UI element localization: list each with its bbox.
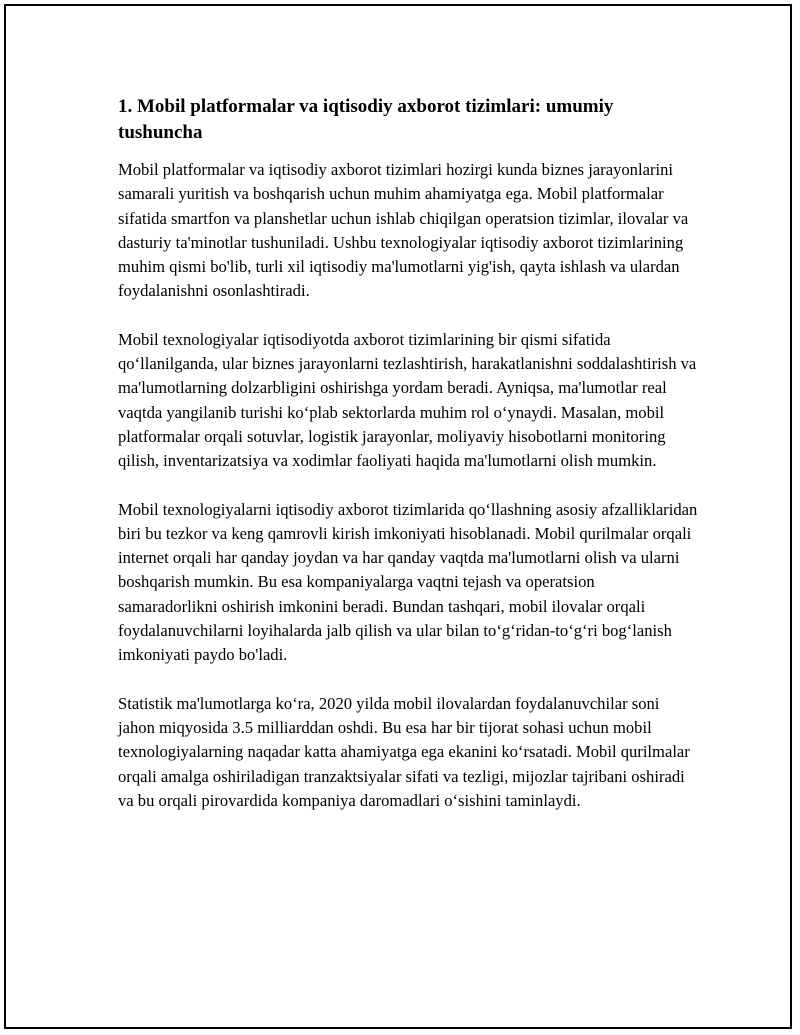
paragraph-4: Statistik ma'lumotlarga ko‘ra, 2020 yilda mobil ilovalardan foydalanuvchilar soni jahon miqyosida 3.5 milliarddan oshdi. Bu esa har bir tijorat sohasi uchun mobil texnologiyalarning naqadar katta ahamiyatga ega ekanini ko‘rsatadi. Mobil qurilmalar orqali amalga oshiriladigan tranzaktsiyalar sifati va tezligi, mijozlar tajribani oshiradi va bu orqali pirovardida kompaniya daromadlari o‘sishini taminlaydi. — [118, 693, 690, 810]
document-body — [118, 94, 698, 837]
section-heading: 1. Mobil platformalar va iqtisodiy axborot tizimlari: umumiy tushuncha — [118, 96, 614, 143]
paragraph-2: Mobil texnologiyalar iqtisodiyotda axborot tizimlarining bir qismi sifatida qo‘llanilganda, ular biznes jarayonlarni tezlashtirish, harakatlanishni soddalashtirish va ma'lumotlarning dolzarbligini oshirishga yordam beradi. Ayniqsa, ma'lumotlar real vaqtda yangilanib turishi ko‘plab sektorlarda muhim rol o‘ynaydi. Masalan, mobil platformalar orqali sotuvlar, logistik jarayonlar, moliyaviy hisobotlarni monitoring qilish, inventarizatsiya va xodimlar faoliyati haqida ma'lumotlarni olish mumkin. — [118, 329, 697, 471]
paragraph-1: Mobil platformalar va iqtisodiy axborot tizimlari hozirgi kunda biznes jarayonlarini samarali yuritish va boshqarish uchun muhim ahamiyatga ega. Mobil platformalar sifatida smartfon va planshetlar uchun ishlab chiqilgan operatsion tizimlar, ilovalar va dasturiy ta'minotlar tushuniladi. Ushbu texnologiyalar iqtisodiy axborot tizimlarining muhim qismi bo'lib, turli xil iqtisodiy ma'lumotlarni yig'ish, qayta ishlash va ulardan foydalanishni osonlashtiradi. — [118, 160, 689, 301]
paragraph-3: Mobil texnologiyalarni iqtisodiy axborot tizimlarida qo‘llashning asosiy afzalliklaridan biri bu tezkor va keng qamrovli kirish imkoniyati hisoblanadi. Mobil qurilmalar orqali internet orqali har qanday joydan va har qanday vaqtda ma'lumotlarni olish va ularni boshqarish mumkin. Bu esa kompaniyalarga vaqtni tejash va operatsion samaradorlikni oshirish imkonini beradi. Bundan tashqari, mobil ilovalar orqali foydalanuvchilarni loyihalarda jalb qilish va ular bilan to‘g‘ridan-to‘g‘ri bog‘lanish imkoniyati paydo bo'ladi. — [118, 499, 698, 665]
